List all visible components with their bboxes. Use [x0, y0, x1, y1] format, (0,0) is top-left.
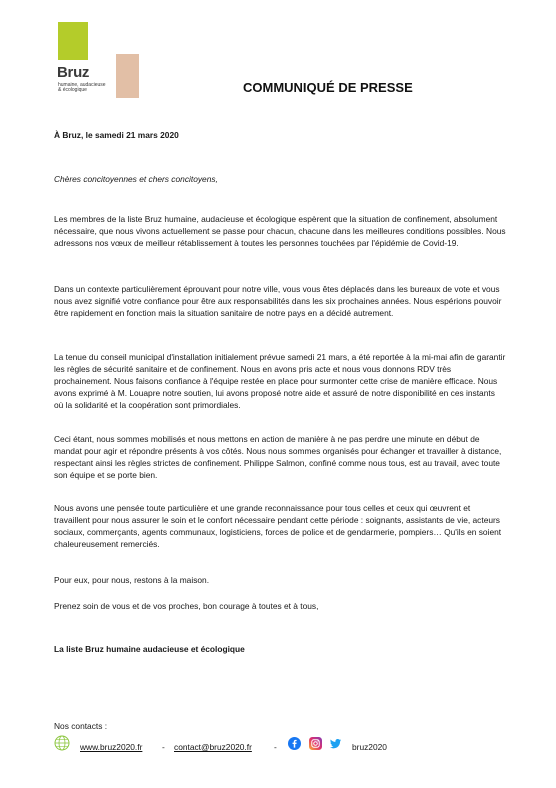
letter-signature: La liste Bruz humaine audacieuse et écologique: [54, 644, 245, 654]
facebook-icon[interactable]: [288, 737, 301, 750]
letter-paragraph: Ceci étant, nous sommes mobilisés et nous mettons en action de manière à ne pas perdre une minute en début de mandat pour agir et répondre présents à vos côtés. Nous nous sommes organisés pour échanger et travailler à distance, respectant ainsi les règles strictes de confinement. Philippe Salmon, confiné comme nous tous, est au travail, avec toute son équipe et se porte bien.: [54, 434, 502, 480]
contacts-row: [54, 735, 514, 755]
letter-paragraph: Pour eux, pour nous, restons à la maison.: [54, 575, 210, 585]
email-link[interactable]: contact@bruz2020.fr: [174, 742, 252, 752]
social-handle: bruz2020: [352, 742, 387, 752]
letter-date: À Bruz, le samedi 21 mars 2020: [54, 130, 179, 140]
letter-paragraph: La tenue du conseil municipal d'installation initialement prévue samedi 21 mars, a été reportée à la mi-mai afin de garantir les règles de sécurité sanitaire et de confinement. Nous en avons pris acte et nous vous donnons RDV très prochainement. Nous faisons confiance à l'équipe restée en place pour surmonter cette crise de manière efficace. Nous avons exprimé à M. Louapre notre soutien, lui avons proposé notre aide et assuré de notre disponibilité en ces instants où la solidarité et la coopération sont primordiales.: [54, 352, 506, 410]
separator: -: [162, 742, 165, 752]
letter-paragraph: Dans un contexte particulièrement éprouvant pour notre ville, vous vous êtes déplacés dans les bureaux de vote et vous nous avez signifié votre confiance pour être aux responsabilités dans les six prochaines années. Nous espérions pouvoir être rapidement en fonction mais la situation sanitaire de notre pays en a décidé autrement.: [54, 284, 502, 318]
twitter-icon[interactable]: [329, 737, 342, 750]
page-title: COMMUNIQUÉ DE PRESSE: [243, 80, 413, 95]
logo-beige-block: [116, 54, 139, 98]
logo-green-block: [58, 22, 88, 60]
globe-icon: [54, 735, 70, 751]
logo-name: Bruz: [57, 64, 90, 81]
contacts-label: Nos contacts :: [54, 721, 108, 731]
letter-paragraph: Nous avons une pensée toute particulière et une grande reconnaissance pour tous celles et ceux qui œuvrent et travaillent pour nous assurer le soin et le confort nécessaire pendant cette période : soignants, assistants de vie, acteurs sociaux, commerçants, agents communaux, logisticiens, forces de police et de gendarmerie, pompiers… Qu'ils en soient chaleureusement remerciés.: [54, 503, 502, 549]
logo-tagline-line: & écologique: [58, 87, 87, 93]
letter-paragraph: Les membres de la liste Bruz humaine, audacieuse et écologique espèrent que la situation de confinement, absolument nécessaire, que nous vivons actuellement se passe pour chacun, chacune dans les meilleures conditions possibles. Nous adressons nos vœux de meilleur rétablissement à toutes les personnes touchées par l'épidémie de Covid-19.: [54, 214, 506, 248]
logo-tagline-line: humaine, audacieuse: [58, 82, 106, 88]
letter-paragraph: Prenez soin de vous et de vos proches, bon courage à toutes et à tous,: [54, 601, 319, 611]
letter-greeting: Chères concitoyennes et chers concitoyens,: [54, 174, 218, 184]
logo-tagline: [58, 83, 118, 93]
website-link[interactable]: www.bruz2020.fr: [80, 742, 143, 752]
instagram-icon[interactable]: [309, 737, 322, 750]
separator: -: [274, 742, 277, 752]
